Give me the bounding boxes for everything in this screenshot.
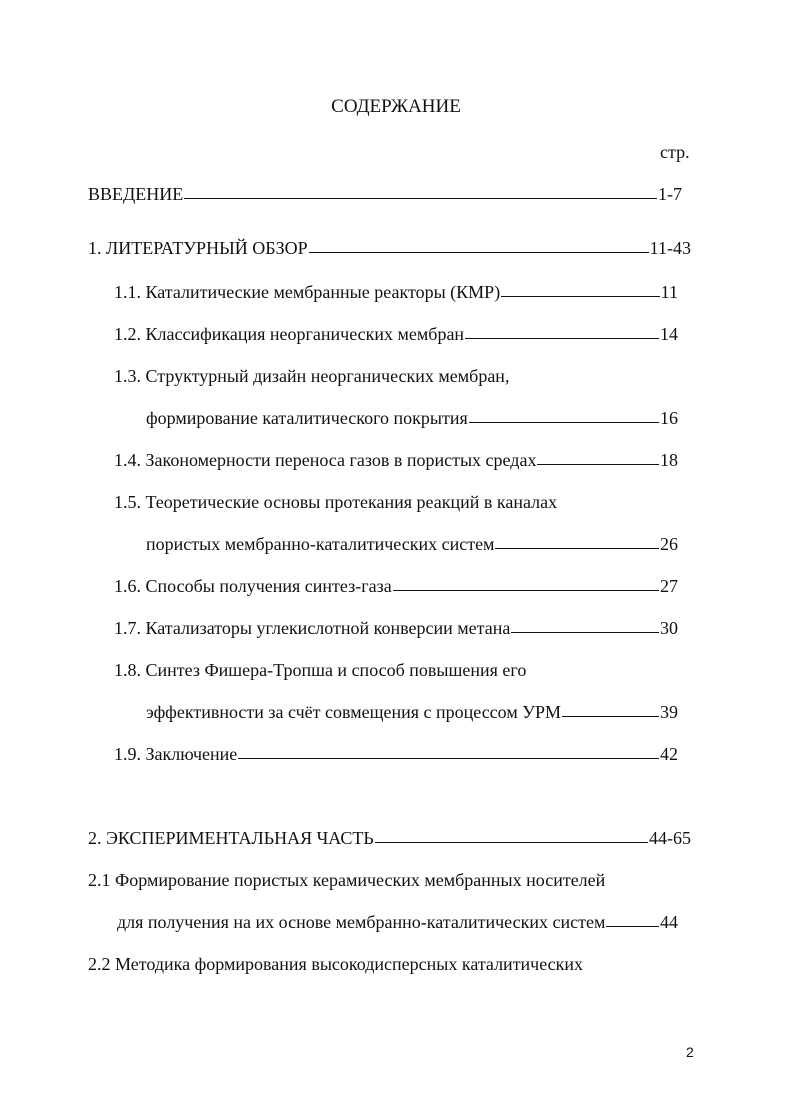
toc-leader-line [465, 338, 659, 339]
toc-entry-1-8-line1: 1.8. Синтез Фишера-Тропша и способ повышения его [114, 660, 527, 680]
toc-entry-label: пористых мембранно-каталитических систем [146, 534, 495, 554]
toc-entry-intro [88, 182, 682, 206]
toc-entry-label: 1.4. Закономерности переноса газов в пористых средах [114, 450, 537, 470]
toc-entry-page: 30 [660, 618, 678, 638]
toc-entry-page: 16 [660, 408, 678, 428]
toc-entry-1-1 [114, 280, 678, 304]
toc-entry-1-7 [114, 616, 678, 640]
toc-entry-page: 14 [660, 324, 678, 344]
toc-entry-page: 11-43 [649, 238, 691, 258]
toc-entry-2-1-line1: 2.1 Формирование пористых керамических мембранных носителей [88, 870, 606, 890]
toc-leader-line [375, 842, 648, 843]
toc-entry-1-5 [146, 532, 678, 556]
toc-entry-2-1 [117, 910, 678, 934]
toc-entry-label: 1.6. Способы получения синтез-газа [114, 576, 392, 596]
toc-entry-1-4 [114, 448, 678, 472]
toc-entry-label: 1.2. Классификация неорганических мембран [114, 324, 465, 344]
toc-leader-line [184, 198, 657, 199]
toc-entry-1-3-line1: 1.3. Структурный дизайн неорганических мембран, [114, 366, 510, 386]
toc-leader-line [562, 716, 659, 717]
toc-entry-2-2-line1: 2.2 Методика формирования высокодисперсных каталитических [88, 954, 584, 974]
toc-entry-1-9 [114, 742, 678, 766]
toc-entry-1-5-line1: 1.5. Теоретические основы протекания реакций в каналах [114, 492, 558, 512]
toc-entry-1-2 [114, 322, 678, 346]
toc-entry-page: 18 [660, 450, 678, 470]
toc-entry-1-6 [114, 574, 678, 598]
toc-entry-label: для получения на их основе мембранно-каталитических систем [117, 912, 606, 932]
toc-entry-chapter-1 [88, 236, 691, 260]
toc-entry-page: 1-7 [658, 184, 682, 204]
toc-leader-line [469, 422, 659, 423]
toc-leader-line [606, 926, 659, 927]
toc-leader-line [537, 464, 659, 465]
toc-entry-page: 44-65 [649, 828, 691, 848]
toc-leader-line [501, 296, 659, 297]
toc-entry-label: 1.7. Катализаторы углекислотной конверсии метана [114, 618, 511, 638]
toc-entry-page: 11 [660, 282, 678, 302]
toc-leader-line [309, 252, 649, 253]
toc-entry-label: 1.1. Каталитические мембранные реакторы (КМР) [114, 282, 501, 302]
toc-entry-page: 27 [660, 576, 678, 596]
toc-entry-label: 1. ЛИТЕРАТУРНЫЙ ОБЗОР [88, 238, 308, 258]
toc-entry-1-3 [146, 406, 678, 430]
page-column-label: стр. [660, 142, 690, 162]
toc-entry-label: 2. ЭКСПЕРИМЕНТАЛЬНАЯ ЧАСТЬ [88, 828, 374, 848]
toc-entry-label: формирование каталитического покрытия [146, 408, 468, 428]
toc-entry-label: 1.9. Заключение [114, 744, 238, 764]
page-number: 2 [686, 1044, 694, 1060]
toc-entry-chapter-2 [88, 826, 691, 850]
toc-entry-label: ВВЕДЕНИЕ [88, 184, 184, 204]
toc-leader-line [511, 632, 659, 633]
page-title: СОДЕРЖАНИЕ [331, 96, 461, 117]
toc-leader-line [393, 590, 659, 591]
toc-leader-line [495, 548, 659, 549]
toc-entry-label: эффективности за счёт совмещения с процессом УРМ [146, 702, 561, 722]
toc-entry-page: 44 [660, 912, 678, 932]
toc-entry-page: 26 [660, 534, 678, 554]
toc-entry-1-8 [146, 700, 678, 724]
toc-entry-page: 39 [660, 702, 678, 722]
toc-leader-line [238, 758, 659, 759]
toc-entry-page: 42 [660, 744, 678, 764]
